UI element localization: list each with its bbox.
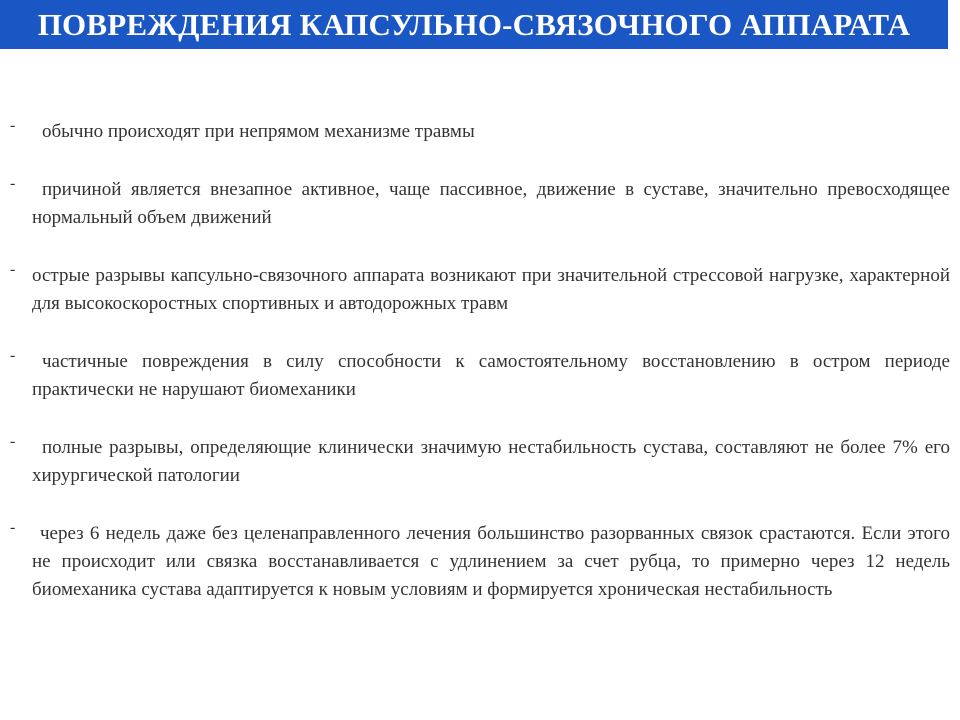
bullet-text: частичные повреждения в силу способности к самостоятельному восстановлению в остром периоде практически не нарушают биомеханики [32, 351, 950, 400]
bullet-item [10, 118, 950, 146]
bullet-item [10, 434, 950, 490]
bullet-text: причиной является внезапное активное, чаще пассивное, движение в суставе, значительно превосходящее нормальный объем движений [32, 179, 950, 228]
bullet-text: через 6 недель даже без целенаправленного лечения большинство разорванных связок срастаются. Если этого не происходит или связка восстанавливается с удлинением за счет рубца, то примерно через 12 недель биомеханика сустава адаптируется к новым условиям и формируется хроническая нестабильность [32, 523, 950, 600]
bullet-marker: - [10, 117, 16, 134]
bullet-item [10, 176, 950, 232]
title-bar [0, 0, 948, 49]
bullet-marker: - [10, 347, 16, 364]
bullet-item [10, 262, 950, 318]
bullet-item [10, 348, 950, 404]
bullet-marker: - [10, 519, 16, 536]
bullet-item [10, 520, 950, 604]
slide-title: ПОВРЕЖДЕНИЯ КАПСУЛЬНО-СВЯЗОЧНОГО АППАРАТА [37, 6, 911, 42]
bullet-text: острые разрывы капсульно-связочного аппарата возникают при значительной стрессовой нагрузке, характерной для высокоскоростных спортивных и автодорожных травм [32, 265, 950, 314]
bullet-list [10, 118, 950, 604]
bullet-text: обычно происходят при непрямом механизме травмы [42, 121, 475, 142]
bullet-marker: - [10, 433, 16, 450]
bullet-marker: - [10, 261, 16, 278]
bullet-text: полные разрывы, определяющие клинически значимую нестабильность сустава, составляют не более 7% его хирургической патологии [32, 437, 950, 486]
bullet-marker: - [10, 175, 16, 192]
